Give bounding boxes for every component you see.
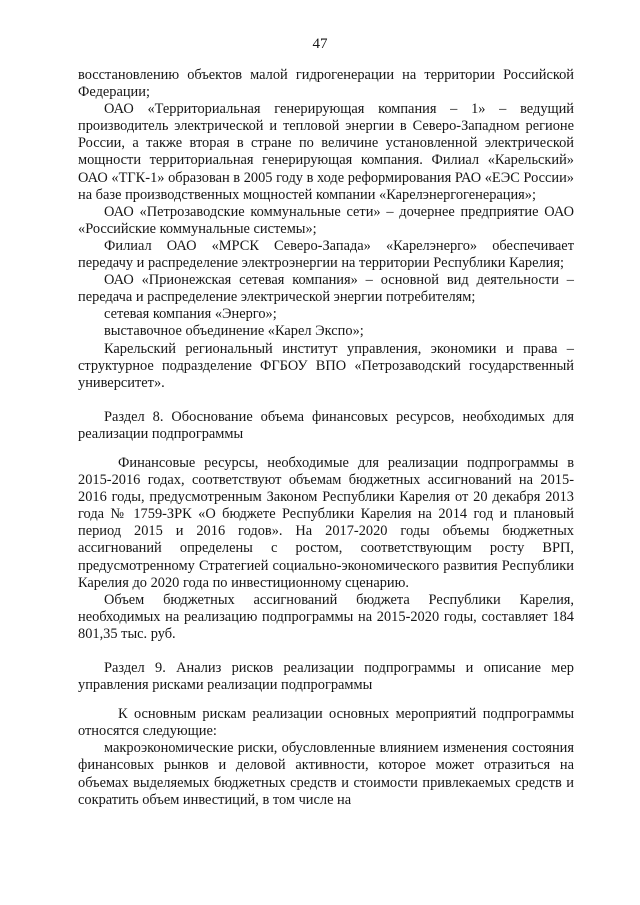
paragraph: Финансовые ресурсы, необходимые для реализации подпрограммы в 2015-2016 годах, соответствуют объемам бюджетных ассигнований на 2015-2016 годы, предусмотренным Законом Республики Карелия от 20 декабря 2013 года № 1759-ЗРК «О бюджете Республики Карелия на 2014 год и плановый период 2015 и 2016 годов». На 2017-2020 годы объемы бюджетных ассигнований определены с ростом, соответствующим росту ВРП, предусмотренному Стратегией социально-экономического развития Республики Карелия до 2020 года по инвестиционному сценарию. [78, 454, 574, 591]
paragraph: макроэкономические риски, обусловленные влиянием изменения состояния финансовых рынков и деловой активности, которое может отразиться на объемах выделяемых бюджетных средств и стоимости привлекаемых средств и сократить объем инвестиций, в том числе на [78, 740, 574, 808]
page-number: 47 [312, 36, 328, 52]
paragraph: восстановлению объектов малой гидрогенерации на территории Российской Федерации; [78, 67, 574, 101]
paragraph: ОАО «Территориальная генерирующая компания – 1» – ведущий производитель электрической и тепловой энергии в Северо-Западном регионе России, а также вторая в стране по величине установленной электрической мощности территориальная генерирующая компания. Филиал «Карельский» ОАО «ТГК-1» образован в 2005 году в ходе реформирования РАО «ЕЭС России» на базе производственных мощностей компании «Карелэнергогенерация»; [78, 101, 574, 203]
paragraph: сетевая компания «Энерго»; [104, 306, 277, 323]
paragraph: ОАО «Петрозаводские коммунальные сети» – дочернее предприятие ОАО «Российские коммунальные системы»; [78, 203, 574, 237]
paragraph: Филиал ОАО «МРСК Северо-Запада» «Карелэнерго» обеспечивает передачу и распределение электроэнергии на территории Республики Карелия; [78, 237, 574, 272]
paragraph: ОАО «Прионежская сетевая компания» – основной вид деятельности – передача и распределение электрической энергии потребителям; [78, 272, 574, 306]
paragraph: выставочное объединение «Карел Экспо»; [104, 323, 364, 340]
paragraph: Карельский региональный институт управления, экономики и права – структурное подразделение ФГБОУ ВПО «Петрозаводский государственный университет». [78, 340, 574, 391]
paragraph: Объем бюджетных ассигнований бюджета Республики Карелия, необходимых на реализацию подпрограммы на 2015-2020 годы, составляет 184 801,35 тыс. руб. [78, 591, 574, 642]
section-heading: Раздел 8. Обоснование объема финансовых ресурсов, необходимых для реализации подпрограммы [78, 408, 574, 442]
section-heading: Раздел 9. Анализ рисков реализации подпрограммы и описание мер управления рисками реализации подпрограммы [78, 660, 574, 694]
paragraph: К основным рискам реализации основных мероприятий подпрограммы относятся следующие: [78, 706, 574, 740]
document-body [78, 67, 574, 809]
